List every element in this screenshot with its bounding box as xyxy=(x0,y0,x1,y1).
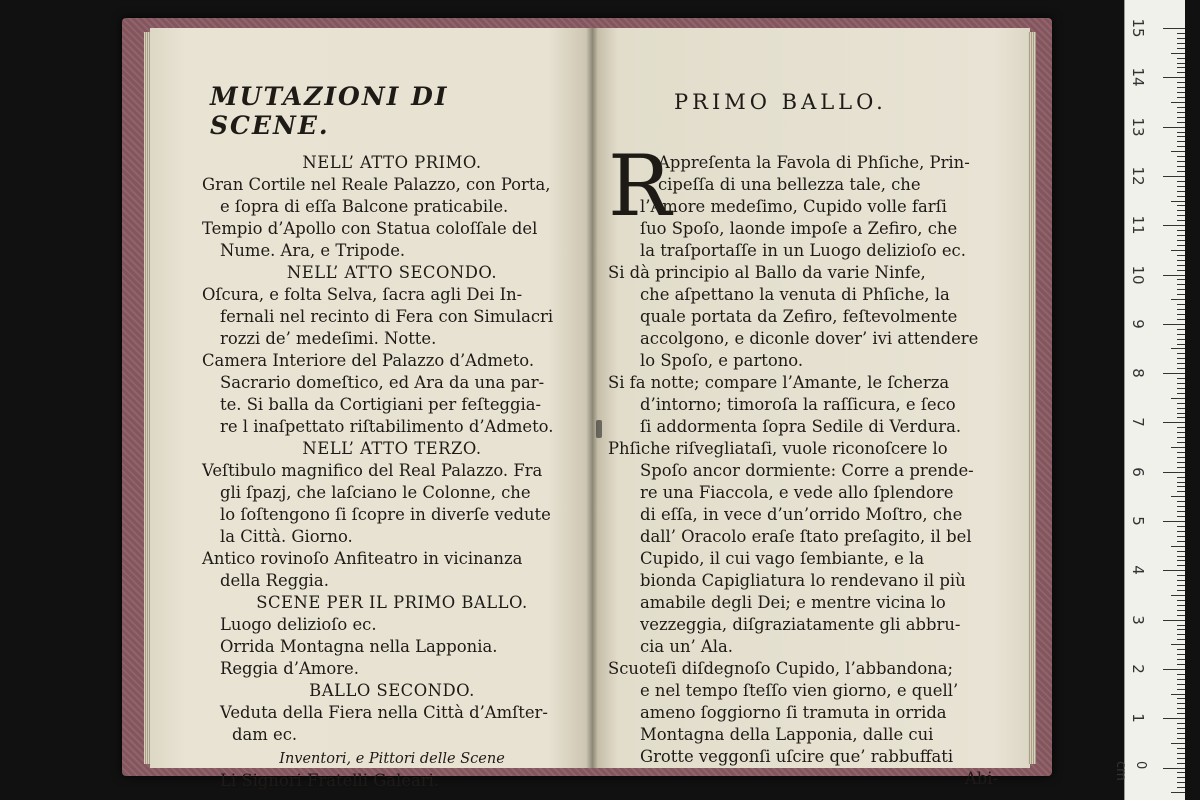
ruler-tick xyxy=(1177,486,1185,487)
ruler-tick xyxy=(1177,215,1185,216)
drop-cap: R xyxy=(608,137,672,235)
ruler-tick xyxy=(1177,728,1185,729)
text-line: e ſopra di eſſa Balcone praticabile. xyxy=(220,197,509,216)
text-line: Appreſenta la Favola di Phſiche, Prin- xyxy=(658,153,970,172)
ruler-tick xyxy=(1177,753,1185,754)
ruler-tick xyxy=(1177,87,1185,88)
ruler-tick xyxy=(1177,339,1185,340)
ruler-tick xyxy=(1177,590,1185,591)
text-line: Tempio d’Apollo con Statua coloſſale del xyxy=(202,219,538,238)
ruler-tick xyxy=(1177,43,1185,44)
ruler-tick xyxy=(1177,58,1185,59)
ruler-tick xyxy=(1163,77,1185,78)
right-page-edges xyxy=(1028,32,1036,764)
text-line: re una Fiaccola, e vede allo ſplendore xyxy=(640,483,954,502)
text-line: bionda Capigliatura lo rendevano il più xyxy=(640,571,966,590)
ruler-tick xyxy=(1177,462,1185,463)
text-line: vezzeggia, diſgraziatamente gli abbru- xyxy=(640,615,961,634)
text-line: accolgono, e diconle dover’ ivi attendere xyxy=(640,329,979,348)
text-line: di eſſa, in vece d’un’orrido Moſtro, che xyxy=(640,505,963,524)
ruler-tick xyxy=(1177,63,1185,64)
ruler-tick xyxy=(1171,644,1185,645)
ruler-tick xyxy=(1177,279,1185,280)
ruler-tick xyxy=(1177,413,1185,414)
ruler-tick xyxy=(1171,595,1185,596)
ruler-tick xyxy=(1177,289,1185,290)
ruler-tick xyxy=(1177,477,1185,478)
text-line: lo ſoſtengono ſi ſcopre in diverſe vedute xyxy=(220,505,551,524)
ruler-tick xyxy=(1177,393,1185,394)
text-line: quale portata da Zefiro, feſtevolmente xyxy=(640,307,958,326)
ruler-tick xyxy=(1177,353,1185,354)
ruler-tick xyxy=(1177,314,1185,315)
ruler-tick xyxy=(1163,472,1185,473)
ruler-tick xyxy=(1177,610,1185,611)
text-line: della Reggia. xyxy=(220,571,329,590)
ruler-tick xyxy=(1177,329,1185,330)
text-line: Camera Interiore del Palazzo d’Admeto. xyxy=(202,351,535,370)
ruler-tick xyxy=(1177,467,1185,468)
ruler-tick xyxy=(1177,777,1185,778)
ruler-tick xyxy=(1177,634,1185,635)
ruler-tick xyxy=(1177,556,1185,557)
ruler-tick xyxy=(1163,521,1185,522)
ruler-number: 7 xyxy=(1129,417,1147,428)
ruler-number: 5 xyxy=(1129,516,1147,526)
ruler-tick xyxy=(1177,560,1185,561)
ruler-tick xyxy=(1177,171,1185,172)
text-line: amabile degli Dei; e mentre vicina lo xyxy=(640,593,946,612)
text-line: rozzi de’ medeſimi. Notte. xyxy=(220,329,437,348)
text-line: ſi addormenta ſopra Sedile di Verdura. xyxy=(640,417,962,436)
text-line: re l inaſpettato riſtabilimento d’Admeto. xyxy=(220,417,554,436)
ruler-tick xyxy=(1177,33,1185,34)
ruler-tick xyxy=(1177,260,1185,261)
ruler-tick xyxy=(1163,718,1185,719)
ruler-tick xyxy=(1177,166,1185,167)
ruler-tick xyxy=(1177,141,1185,142)
act-heading: NELL’ ATTO PRIMO. xyxy=(302,153,482,172)
ruler-tick xyxy=(1177,516,1185,517)
ruler-tick xyxy=(1177,255,1185,256)
ruler-unit-label: 0 cm xyxy=(1113,761,1148,781)
ruler-tick xyxy=(1177,334,1185,335)
text-line: te. Si balla da Cortigiani per feſteggia- xyxy=(220,395,542,414)
ruler-tick xyxy=(1177,654,1185,655)
ruler-tick xyxy=(1177,664,1185,665)
ruler-tick xyxy=(1177,639,1185,640)
ruler-tick xyxy=(1177,536,1185,537)
ruler-number: 12 xyxy=(1129,166,1147,186)
ruler-tick xyxy=(1177,191,1185,192)
ruler-tick xyxy=(1177,107,1185,108)
text-line: Luogo delizioſo ec. xyxy=(220,615,377,634)
text-line: Sacrario domeſtico, ed Ara da una par- xyxy=(220,373,545,392)
ruler-tick xyxy=(1177,38,1185,39)
ruler-number: 13 xyxy=(1129,117,1147,137)
ruler-tick xyxy=(1163,768,1185,769)
ruler-tick xyxy=(1177,531,1185,532)
ruler-tick xyxy=(1177,48,1185,49)
text-line: Reggia d’Amore. xyxy=(220,659,359,678)
ruler-tick xyxy=(1177,511,1185,512)
measuring-ruler xyxy=(1113,0,1185,800)
ruler-tick xyxy=(1177,136,1185,137)
ruler-tick xyxy=(1171,743,1185,744)
credits-line: Inventori, e Pittori delle Scene xyxy=(279,751,505,767)
ruler-tick xyxy=(1177,689,1185,690)
ruler-tick xyxy=(1171,694,1185,695)
text-line: Grotte veggonſi uſcire que’ rabbuffati xyxy=(640,747,954,766)
act-heading: NELL’ ATTO SECONDO. xyxy=(286,263,498,282)
ruler-tick xyxy=(1177,122,1185,123)
ruler-tick xyxy=(1177,270,1185,271)
ruler-tick xyxy=(1177,674,1185,675)
ruler-tick xyxy=(1177,161,1185,162)
text-line: Scuoteſi diſdegnoſo Cupido, l’abbandona; xyxy=(608,659,954,678)
ruler-tick xyxy=(1177,442,1185,443)
ruler-tick xyxy=(1177,284,1185,285)
text-line: cia un’ Ala. xyxy=(640,637,733,656)
ruler-tick xyxy=(1177,181,1185,182)
text-line: ſuo Spoſo, laonde impoſe a Zefiro, che xyxy=(640,219,958,238)
ruler-tick xyxy=(1177,649,1185,650)
ruler-tick xyxy=(1177,541,1185,542)
text-line: fernali nel recinto di Fera con Simulacri xyxy=(220,307,554,326)
ruler-tick xyxy=(1171,299,1185,300)
text-line: d’intorno; timoroſa la raſſicura, e ſeco xyxy=(640,395,956,414)
text-line: la traſportaſſe in un Luogo delizioſo ec. xyxy=(640,241,966,260)
text-line: dall’ Oracolo eraſe ſtato preſagito, il bel xyxy=(640,527,972,546)
ruler-tick xyxy=(1177,733,1185,734)
text-line: Phſiche riſvegliataſi, vuole riconoſcere lo xyxy=(608,439,948,458)
ruler-tick xyxy=(1177,491,1185,492)
ruler-tick xyxy=(1177,319,1185,320)
ruler-tick xyxy=(1177,383,1185,384)
ruler-tick xyxy=(1171,151,1185,152)
ruler-tick xyxy=(1177,210,1185,211)
text-line: ameno ſoggiorno ſi tramuta in orrida xyxy=(640,703,947,722)
ruler-tick xyxy=(1177,117,1185,118)
ruler-tick xyxy=(1177,196,1185,197)
ruler-tick xyxy=(1171,792,1185,793)
ruler-tick xyxy=(1177,304,1185,305)
ruler-tick xyxy=(1177,659,1185,660)
book-gutter xyxy=(586,28,598,768)
text-line: e nel tempo ſteſſo vien giorno, e quell’ xyxy=(640,681,959,700)
ruler-tick xyxy=(1163,570,1185,571)
text-line: Nume. Ara, e Tripode. xyxy=(220,241,406,260)
text-line: l’Amore medeſimo, Cupido volle farſi xyxy=(640,197,947,216)
ruler-tick xyxy=(1177,575,1185,576)
text-line: Orrida Montagna nella Lapponia. xyxy=(220,637,498,656)
ruler-tick xyxy=(1177,679,1185,680)
text-line: Spoſo ancor dormiente: Corre a prende- xyxy=(640,461,974,480)
section-heading: SCENE PER IL PRIMO BALLO. xyxy=(256,593,528,612)
ruler-tick xyxy=(1177,265,1185,266)
ruler-tick xyxy=(1171,348,1185,349)
text-line: Montagna della Lapponia, dalle cui xyxy=(640,725,934,744)
ruler-tick xyxy=(1177,403,1185,404)
ruler-tick xyxy=(1163,176,1185,177)
ruler-tick xyxy=(1177,245,1185,246)
ruler-tick xyxy=(1177,787,1185,788)
ruler-tick xyxy=(1171,496,1185,497)
ruler-tick xyxy=(1177,408,1185,409)
ruler-tick xyxy=(1177,605,1185,606)
ruler-tick xyxy=(1177,782,1185,783)
ruler-number: 14 xyxy=(1129,67,1147,87)
ruler-tick xyxy=(1177,432,1185,433)
text-line: cipeſſa di una bellezza tale, che xyxy=(658,175,921,194)
right-page-heading: PRIMO BALLO. xyxy=(674,90,887,114)
ruler-tick xyxy=(1177,723,1185,724)
ruler-number: 15 xyxy=(1129,18,1147,38)
ruler-tick xyxy=(1177,551,1185,552)
text-line: gli ſpazj, che laſciano le Colonne, che xyxy=(220,483,531,502)
left-page xyxy=(150,28,592,790)
ruler-tick xyxy=(1177,615,1185,616)
ruler-tick xyxy=(1177,82,1185,83)
ruler-tick xyxy=(1177,565,1185,566)
ruler-tick xyxy=(1177,368,1185,369)
ruler-tick xyxy=(1177,437,1185,438)
ruler-tick xyxy=(1177,703,1185,704)
ruler-tick xyxy=(1163,422,1185,423)
text-line: Si fa notte; compare l’Amante, le ſcherza xyxy=(608,373,950,392)
text-line: Cupido, il cui vago ſembiante, e la xyxy=(640,549,925,568)
ruler-tick xyxy=(1177,772,1185,773)
text-line: Oſcura, e folta Selva, ſacra agli Dei In- xyxy=(202,285,523,304)
ruler-tick xyxy=(1177,629,1185,630)
ruler-tick xyxy=(1171,546,1185,547)
ruler-tick xyxy=(1177,600,1185,601)
ruler-tick xyxy=(1177,708,1185,709)
ruler-tick xyxy=(1163,275,1185,276)
ruler-tick xyxy=(1177,585,1185,586)
ruler-tick xyxy=(1177,417,1185,418)
ruler-number: 3 xyxy=(1129,614,1147,625)
ruler-tick xyxy=(1177,294,1185,295)
ruler-tick xyxy=(1177,156,1185,157)
ruler-tick xyxy=(1177,205,1185,206)
text-line: che aſpettano la venuta di Phſiche, la xyxy=(640,285,950,304)
ruler-tick xyxy=(1177,240,1185,241)
ruler-tick xyxy=(1171,102,1185,103)
text-line: Antico rovinoſo Anfiteatro in vicinanza xyxy=(202,549,523,568)
ruler-tick xyxy=(1177,526,1185,527)
ruler-tick xyxy=(1177,457,1185,458)
ruler-tick xyxy=(1177,186,1185,187)
ruler-tick xyxy=(1163,324,1185,325)
ruler-tick xyxy=(1171,447,1185,448)
ruler-tick xyxy=(1177,388,1185,389)
ruler-tick xyxy=(1177,748,1185,749)
ruler-tick xyxy=(1163,28,1185,29)
ruler-tick xyxy=(1177,112,1185,113)
credits-names: Li Signori Fratelli Galeari. xyxy=(220,771,440,790)
ruler-number: 9 xyxy=(1129,319,1147,329)
ruler-tick xyxy=(1177,220,1185,221)
catchword: Abi- xyxy=(964,769,998,788)
ruler-tick xyxy=(1177,452,1185,453)
ruler-tick xyxy=(1171,201,1185,202)
ruler-tick xyxy=(1163,225,1185,226)
ruler-tick xyxy=(1177,482,1185,483)
ruler-tick xyxy=(1177,132,1185,133)
ruler-number: 8 xyxy=(1129,368,1147,378)
ruler-tick xyxy=(1177,378,1185,379)
ruler-tick xyxy=(1177,230,1185,231)
ruler-tick xyxy=(1171,53,1185,54)
ruler-tick xyxy=(1163,669,1185,670)
ruler-tick xyxy=(1177,363,1185,364)
ruler-tick xyxy=(1177,72,1185,73)
ruler-tick xyxy=(1177,625,1185,626)
ruler-tick xyxy=(1177,501,1185,502)
ruler-tick xyxy=(1177,427,1185,428)
text-line: lo Spoſo, e partono. xyxy=(640,351,804,370)
ruler-tick xyxy=(1177,146,1185,147)
ruler-tick xyxy=(1177,738,1185,739)
ruler-tick xyxy=(1177,67,1185,68)
binding-thread xyxy=(596,420,602,438)
ruler-number: 10 xyxy=(1129,264,1147,285)
ruler-number: 1 xyxy=(1129,713,1147,723)
ruler-tick xyxy=(1177,92,1185,93)
act-heading: NELL’ ATTO TERZO. xyxy=(302,439,482,458)
text-line: Veduta della Fiera nella Città d’Amſter- xyxy=(220,703,548,722)
section-heading: BALLO SECONDO. xyxy=(309,681,475,700)
ruler-tick xyxy=(1177,344,1185,345)
ruler-tick xyxy=(1171,398,1185,399)
ruler-tick xyxy=(1177,309,1185,310)
text-line: la Città. Giorno. xyxy=(220,527,353,546)
text-line: Si dà principio al Ballo da varie Ninfe, xyxy=(608,263,926,282)
text-line: dam ec. xyxy=(232,725,298,744)
ruler-tick xyxy=(1177,580,1185,581)
ruler-tick xyxy=(1177,763,1185,764)
left-page-heading: MUTAZIONI DI SCENE. xyxy=(210,82,449,140)
ruler-tick xyxy=(1177,97,1185,98)
ruler-tick xyxy=(1177,235,1185,236)
ruler-tick xyxy=(1177,506,1185,507)
ruler-number: 11 xyxy=(1129,215,1147,235)
ruler-tick xyxy=(1177,684,1185,685)
ruler-number: 2 xyxy=(1129,664,1147,674)
right-page xyxy=(592,28,1030,788)
ruler-number: 4 xyxy=(1129,565,1147,576)
ruler-tick xyxy=(1177,358,1185,359)
ruler-tick xyxy=(1177,758,1185,759)
ruler-tick xyxy=(1163,127,1185,128)
text-line: Gran Cortile nel Reale Palazzo, con Porta, xyxy=(202,175,551,194)
ruler-tick xyxy=(1171,250,1185,251)
ruler-tick xyxy=(1177,698,1185,699)
ruler-tick xyxy=(1163,373,1185,374)
ruler-number: 6 xyxy=(1129,466,1147,477)
text-line: Veſtibulo magnifico del Real Palazzo. Fra xyxy=(202,461,543,480)
ruler-tick xyxy=(1163,620,1185,621)
ruler-tick xyxy=(1177,713,1185,714)
